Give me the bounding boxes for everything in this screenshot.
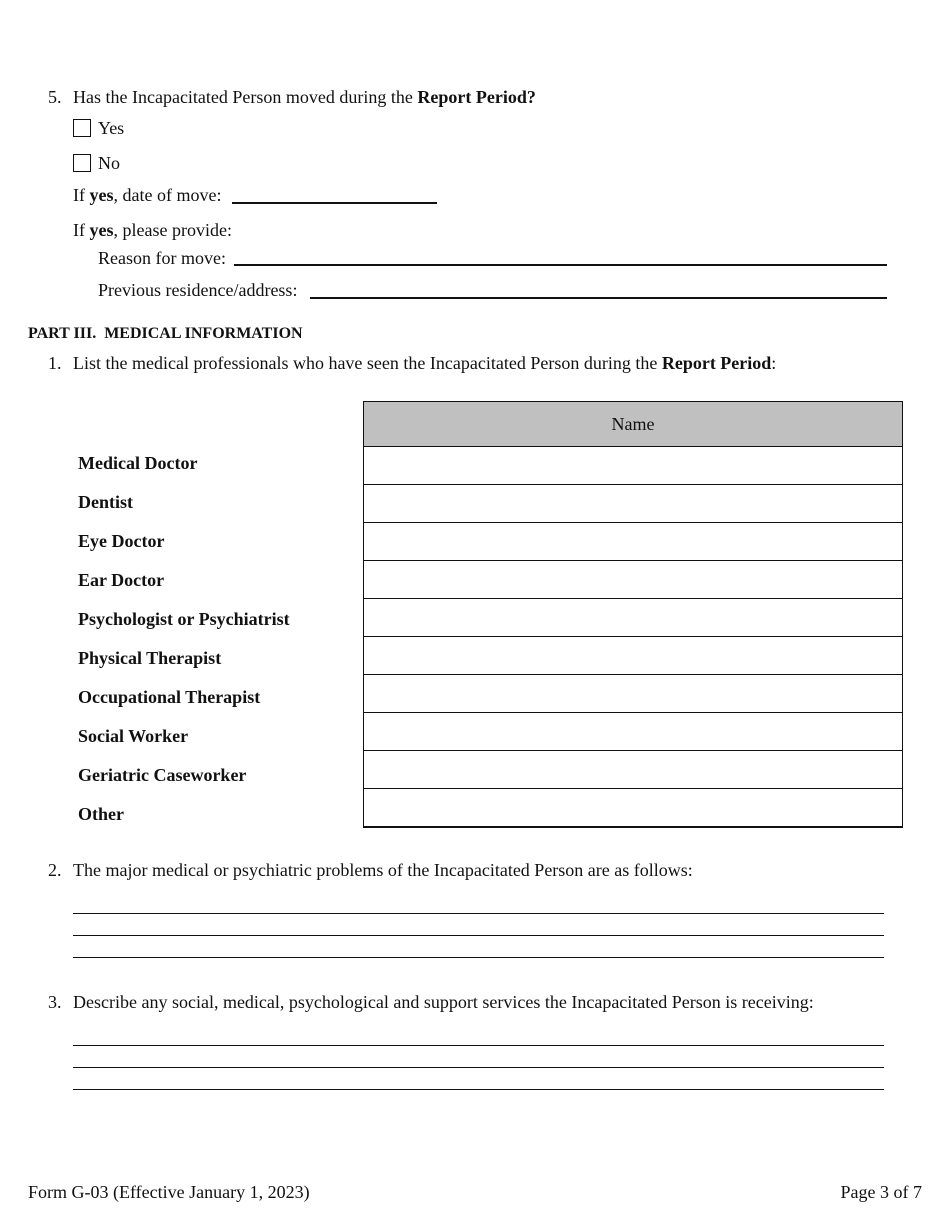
occupational-therapist-name-field[interactable] bbox=[364, 675, 903, 713]
q3-answer-line[interactable] bbox=[73, 1045, 884, 1046]
date-prefix: If bbox=[73, 185, 85, 205]
date-of-move-label bbox=[73, 186, 221, 204]
q2-answer-line[interactable] bbox=[73, 913, 884, 914]
row-label: Eye Doctor bbox=[78, 531, 165, 551]
form-id-footer: Form G-03 (Effective January 1, 2023) bbox=[28, 1182, 310, 1202]
provide-prefix: If bbox=[73, 220, 85, 240]
q5-question bbox=[73, 88, 536, 106]
row-label: Social Worker bbox=[78, 726, 189, 746]
row-label: Physical Therapist bbox=[78, 648, 222, 668]
medical-doctor-name-field[interactable] bbox=[364, 447, 903, 485]
q1-bold: Report Period bbox=[661, 353, 772, 373]
social-worker-name-field[interactable] bbox=[364, 713, 903, 751]
dentist-name-field[interactable] bbox=[364, 485, 903, 523]
no-option-label: No bbox=[98, 153, 120, 173]
row-label: Dentist bbox=[78, 492, 133, 512]
q5-question-bold: Report Period? bbox=[417, 87, 536, 107]
q3-number: 3. bbox=[48, 992, 62, 1012]
provide-bold: yes bbox=[89, 220, 114, 240]
no-checkbox[interactable] bbox=[73, 154, 91, 172]
row-label: Medical Doctor bbox=[78, 453, 198, 473]
other-name-field[interactable] bbox=[364, 789, 903, 828]
psychologist-name-field[interactable] bbox=[364, 599, 903, 637]
q5-number: 5. bbox=[48, 87, 62, 107]
eye-doctor-name-field[interactable] bbox=[364, 523, 903, 561]
ear-doctor-name-field[interactable] bbox=[364, 561, 903, 599]
q1-number: 1. bbox=[48, 353, 62, 373]
q1-question bbox=[73, 354, 776, 372]
part-iii-heading: PART III. MEDICAL INFORMATION bbox=[28, 325, 303, 342]
date-bold: yes bbox=[89, 185, 114, 205]
q1-suffix: : bbox=[771, 353, 777, 373]
q1-text: List the medical professionals who have seen the Incapacitated Person during the bbox=[73, 353, 658, 373]
row-label: Geriatric Caseworker bbox=[78, 765, 247, 785]
q2-answer-line[interactable] bbox=[73, 957, 884, 958]
previous-residence-label: Previous residence/address: bbox=[98, 280, 298, 300]
reason-for-move-field[interactable] bbox=[234, 264, 887, 266]
q2-question: The major medical or psychiatric problems of the Incapacitated Person are as follows: bbox=[73, 860, 693, 880]
row-label: Psychologist or Psychiatrist bbox=[78, 609, 290, 629]
date-of-move-field[interactable] bbox=[232, 202, 437, 204]
previous-residence-field[interactable] bbox=[310, 297, 887, 299]
q2-number: 2. bbox=[48, 860, 62, 880]
q3-question: Describe any social, medical, psychological and support services the Incapacitated Person is receiving: bbox=[73, 992, 814, 1012]
page-number-footer: Page 3 of 7 bbox=[840, 1182, 922, 1202]
row-label: Ear Doctor bbox=[78, 570, 165, 590]
q3-answer-line[interactable] bbox=[73, 1089, 884, 1090]
name-column-header: Name bbox=[364, 402, 903, 447]
q5-question-text: Has the Incapacitated Person moved during the bbox=[73, 87, 413, 107]
please-provide-label bbox=[73, 221, 232, 239]
q3-answer-line[interactable] bbox=[73, 1067, 884, 1068]
q2-answer-line[interactable] bbox=[73, 935, 884, 936]
geriatric-caseworker-name-field[interactable] bbox=[364, 751, 903, 789]
yes-checkbox[interactable] bbox=[73, 119, 91, 137]
provide-suffix: , please provide: bbox=[113, 220, 232, 240]
date-suffix: , date of move: bbox=[113, 185, 222, 205]
physical-therapist-name-field[interactable] bbox=[364, 637, 903, 675]
reason-for-move-label: Reason for move: bbox=[98, 248, 226, 268]
row-label: Other bbox=[78, 804, 124, 824]
yes-option-label: Yes bbox=[98, 118, 125, 138]
medical-professionals-table bbox=[363, 401, 903, 828]
row-label: Occupational Therapist bbox=[78, 687, 261, 707]
